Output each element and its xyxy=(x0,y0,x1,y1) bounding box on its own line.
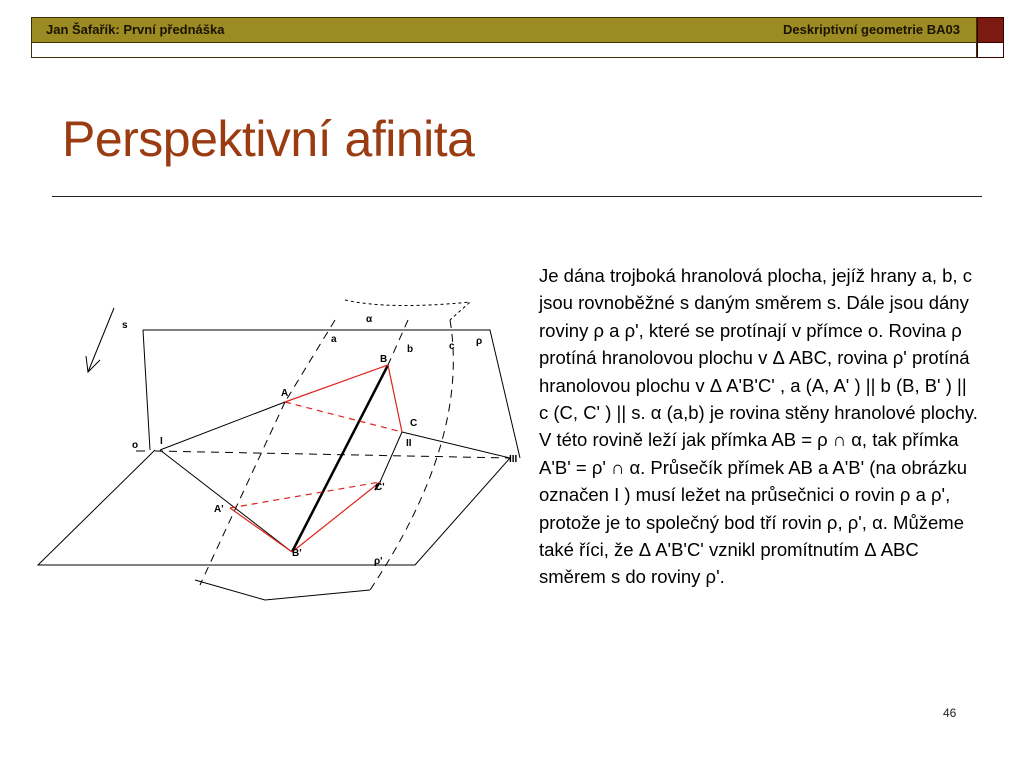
label-II: II xyxy=(406,438,412,449)
slide-title: Perspektivní afinita xyxy=(62,111,475,167)
body-paragraph: Je dána trojboká hranolová plocha, jejíž hrany a, b, c jsou rovnoběžné s daným směrem s. Dále jsou dány roviny ρ a ρ', které se protínají v přímce o. Rovina ρ protíná hranolovou plochu v Δ ABC, rovina ρ' protíná hranolovou plochu v Δ A'B'C' , a (A, A' ) || b (B, B' ) || c (C, C' ) || s. α (a,b) je rovina stěny hranolové plochy. V této rovině leží jak přímka AB = ρ ∩ α, tak přímka A'B' = ρ' ∩ α. Průsečík přímek AB a A'B' (na obrázku označen I ) musí ležet na průsečnici o rovin ρ a ρ', protože je to společný bod tří rovin ρ, ρ', α. Můžeme také říci, že Δ A'B'C' vznikl promítnutím Δ ABC směrem s do roviny ρ'. xyxy=(539,265,978,588)
header-bar xyxy=(31,17,977,43)
top-cap xyxy=(345,300,470,320)
body-text xyxy=(539,262,979,591)
label-rho: ρ xyxy=(476,336,483,347)
triangle-BpCp xyxy=(292,482,380,552)
edge-a-upper xyxy=(285,320,335,402)
label-B-prime: B' xyxy=(292,548,302,559)
label-b: b xyxy=(407,344,414,355)
title-divider xyxy=(52,196,982,197)
label-o: o xyxy=(132,440,139,451)
triangle-ApBp xyxy=(230,508,292,552)
label-a: a xyxy=(331,334,337,345)
edge-b-upper xyxy=(388,320,408,365)
affinity-figure xyxy=(30,290,530,610)
label-B: B xyxy=(380,354,388,365)
rho-top-right-edge xyxy=(143,330,520,458)
header-author: Jan Šafařík: První přednáška xyxy=(46,22,225,37)
label-C-prime: C' xyxy=(375,482,385,493)
line-C-III xyxy=(402,432,510,458)
rho-prime-outline xyxy=(38,450,510,565)
triangle-AC xyxy=(285,402,402,432)
label-alpha: α xyxy=(366,314,373,325)
label-III: III xyxy=(509,454,518,465)
header-underline-bar xyxy=(31,43,977,58)
corner-decoration xyxy=(977,17,1004,43)
label-s: s xyxy=(122,320,128,331)
line-I-Bp xyxy=(160,450,292,552)
corner-decoration-bottom xyxy=(977,43,1004,58)
label-I: I xyxy=(160,436,163,447)
rho-left-edge xyxy=(143,330,150,450)
direction-s-arrow xyxy=(88,308,114,372)
header-course: Deskriptivní geometrie BA03 xyxy=(782,22,960,37)
page-number: 46 xyxy=(943,706,957,720)
edge-b xyxy=(292,365,388,552)
line-o xyxy=(155,451,510,458)
label-A: A xyxy=(281,388,289,399)
triangle-BC xyxy=(388,365,402,432)
label-C: C xyxy=(410,418,418,429)
label-A-prime: A' xyxy=(214,504,224,515)
line-C-Cp xyxy=(380,432,402,482)
label-rho-prime: ρ' xyxy=(374,556,383,567)
triangle-ApCp xyxy=(230,482,380,508)
label-c: c xyxy=(449,341,455,352)
bottom-cap xyxy=(195,580,370,600)
